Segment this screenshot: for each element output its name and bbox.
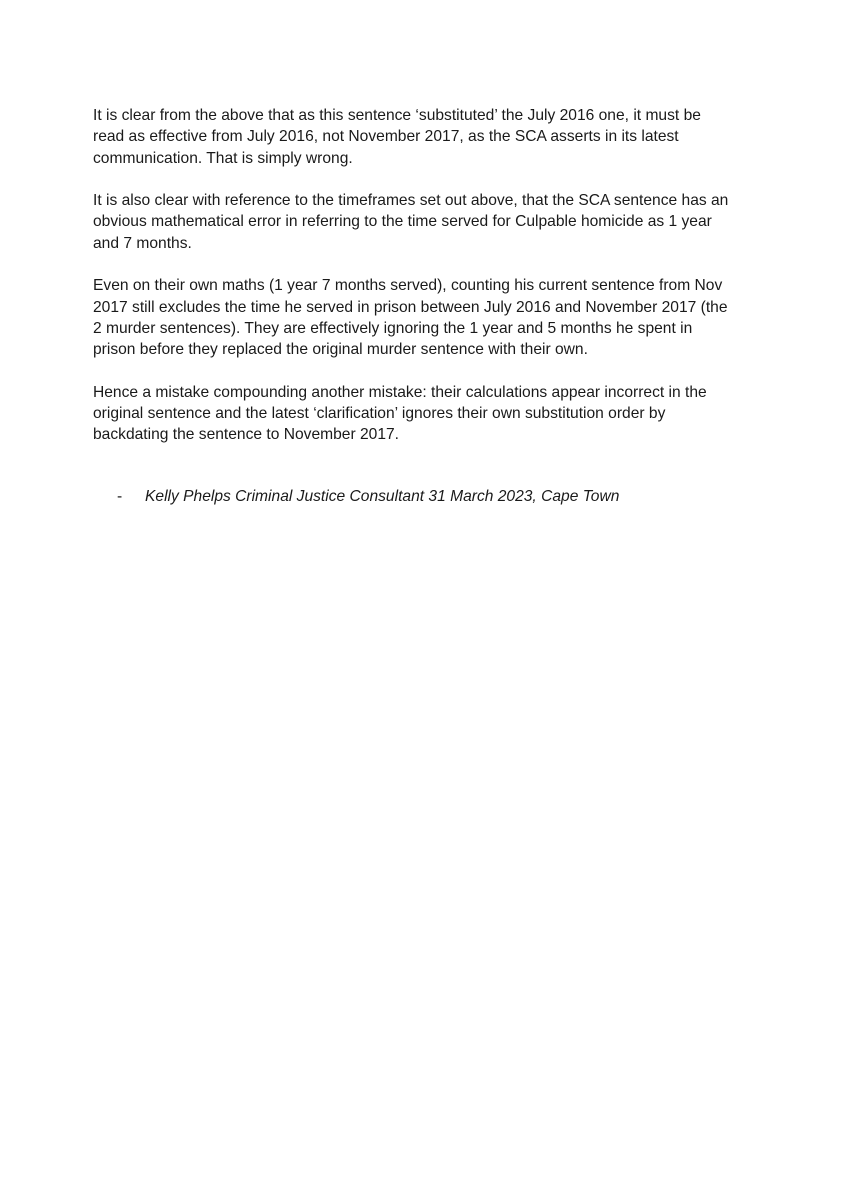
paragraph-line: obvious mathematical error in referring to the time served for Culpable homicide as 1 year [93, 213, 712, 231]
paragraph-line: original sentence and the latest ‘clarification’ ignores their own substitution order by [93, 405, 666, 423]
paragraph-line: Even on their own maths (1 year 7 months served), counting his current sentence from Nov [93, 277, 723, 295]
paragraph-2 [93, 190, 763, 254]
paragraph-line: 2 murder sentences). They are effectively ignoring the 1 year and 5 months he spent in [93, 319, 693, 337]
paragraph-line: It is also clear with reference to the timeframes set out above, that the SCA sentence has an [93, 192, 729, 210]
paragraph-line: and 7 months. [93, 234, 192, 252]
paragraph-line: communication. That is simply wrong. [93, 149, 353, 167]
paragraph-line: backdating the sentence to November 2017. [93, 426, 400, 444]
list-bullet: - [117, 488, 123, 505]
paragraph-4 [93, 382, 763, 446]
paragraph-line: It is clear from the above that as this sentence ‘substituted’ the July 2016 one, it must be [93, 107, 701, 124]
paragraph-line: 2017 still excludes the time he served in prison between July 2016 and November 2017 (the [93, 298, 728, 316]
document-body [93, 105, 763, 467]
paragraph-3 [93, 275, 763, 360]
paragraph-line: read as effective from July 2016, not November 2017, as the SCA asserts in its latest [93, 128, 679, 146]
paragraph-1 [93, 105, 763, 169]
paragraph-line: prison before they replaced the original murder sentence with their own. [93, 341, 588, 359]
paragraph-line: Hence a mistake compounding another mistake: their calculations appear incorrect in the [93, 383, 707, 401]
signature-text: Kelly Phelps Criminal Justice Consultant 31 March 2023, Cape Town [145, 488, 620, 505]
